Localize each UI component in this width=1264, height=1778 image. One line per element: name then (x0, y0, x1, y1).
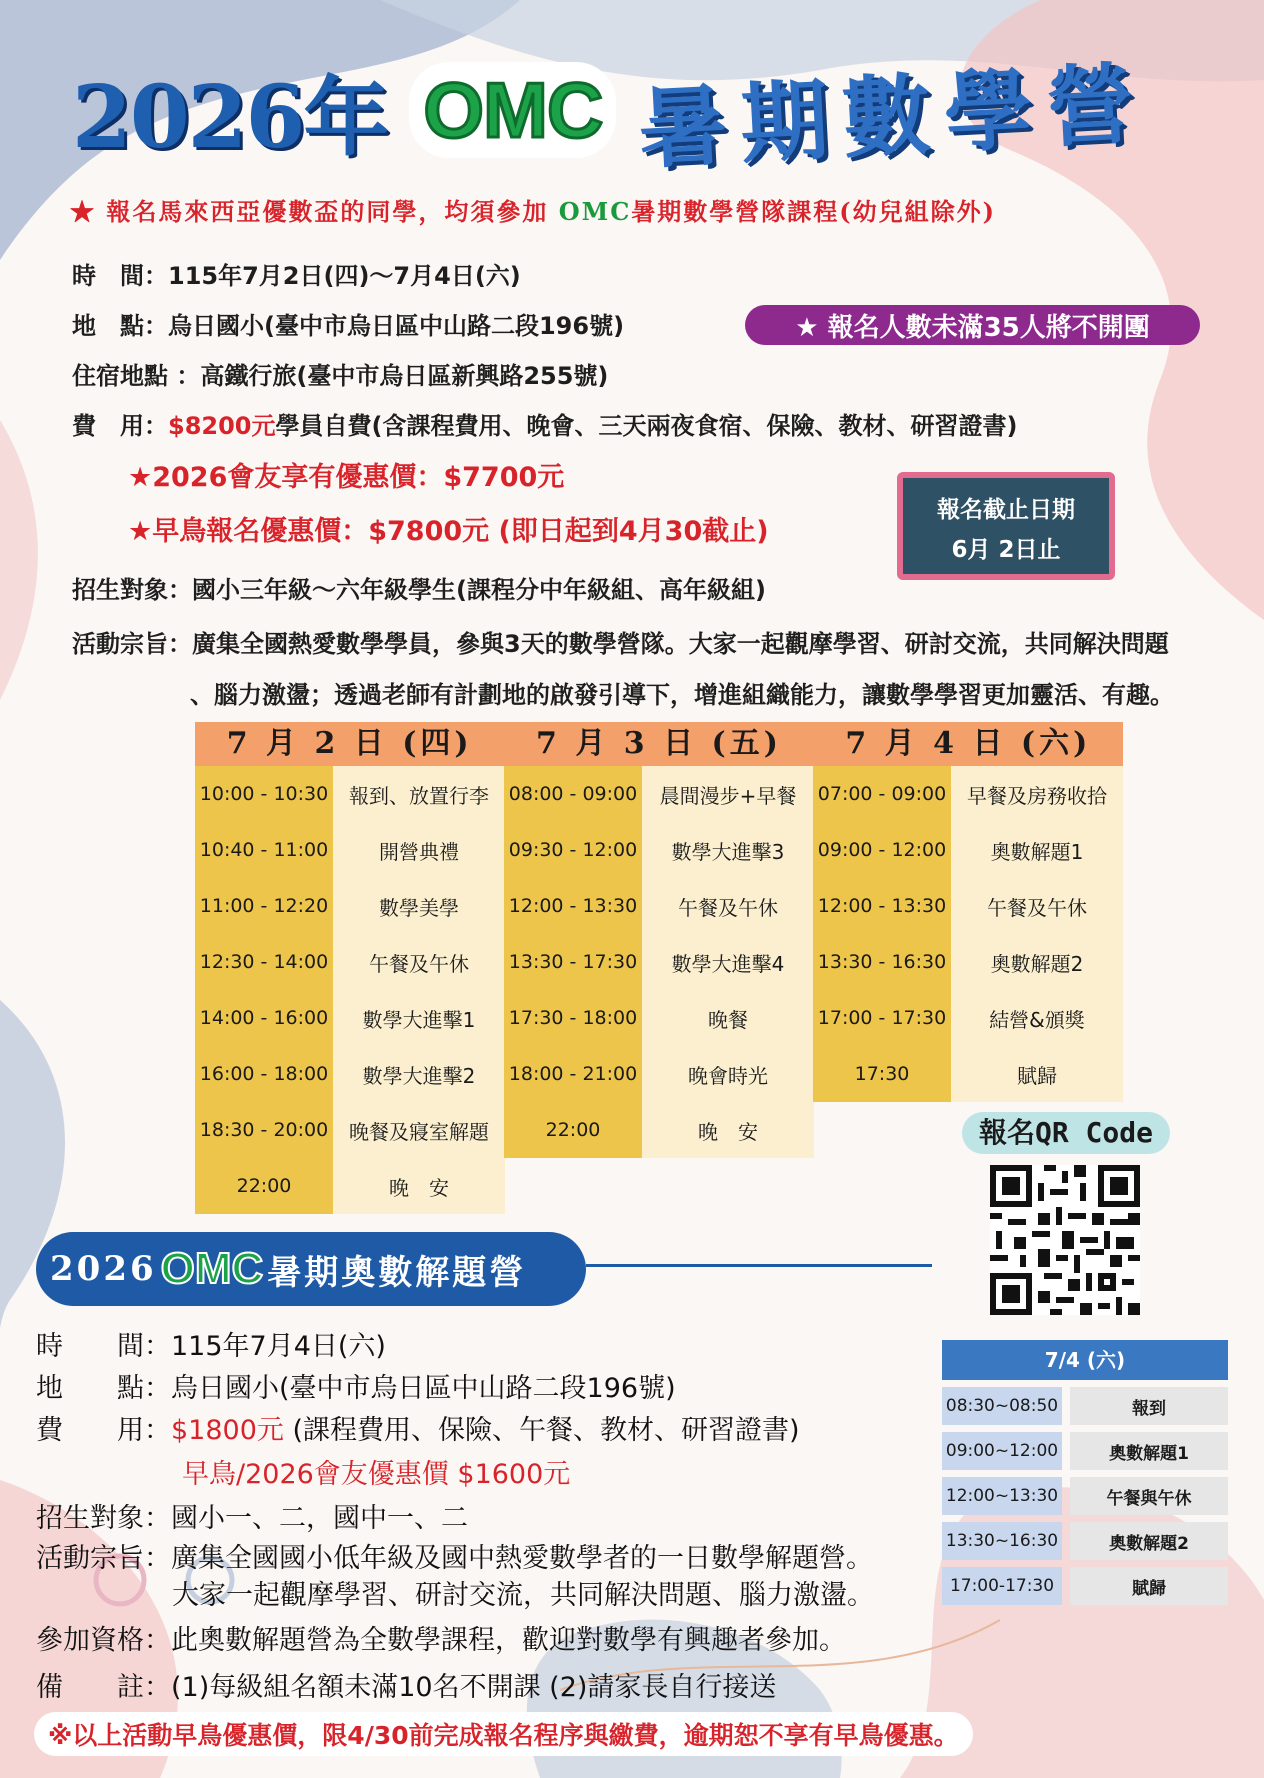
row-activity: 賦歸 (951, 1046, 1123, 1102)
row-activity: 報到、放置行李 (333, 766, 505, 822)
row-activity: 數學大進擊2 (333, 1046, 505, 1102)
schedule-day-2 (504, 766, 814, 1158)
section2-target: 招生對象：國小一、二，國中一、二 (36, 1503, 468, 1534)
deadline-board (897, 472, 1115, 580)
section2-time: 時 間：115年7月4日(六) (36, 1331, 386, 1362)
mini-activity: 奧數解題1 (1070, 1432, 1228, 1470)
section2-title: 暑期奧數解題營 (267, 1252, 527, 1293)
row-time: 17:00 - 17:30 (813, 990, 951, 1046)
table-row (942, 1522, 1228, 1560)
mini-activity: 午餐與午休 (1070, 1477, 1228, 1515)
notice-prefix: ★ 報名馬來西亞優數盃的同學，均須參加 (70, 197, 559, 226)
row-time: 08:00 - 09:00 (504, 766, 642, 822)
row-time: 12:00 - 13:30 (813, 878, 951, 934)
row-time: 13:30 - 16:30 (813, 934, 951, 990)
schedule-row (195, 878, 505, 934)
schedule-day-title: 7 月 2 日 (四) (226, 726, 473, 761)
row-time: 18:30 - 20:00 (195, 1102, 333, 1158)
schedule-row (195, 1158, 505, 1214)
camp-lodging: 住宿地點 ：高鐵行旅(臺中市烏日區新興路255號) (72, 362, 609, 390)
section2-qualification: 參加資格：此奧數解題營為全數學課程，歡迎對數學有興趣者參加。 (36, 1625, 846, 1656)
mini-activity: 賦歸 (1070, 1567, 1228, 1605)
schedule-row (813, 766, 1123, 822)
row-time: 17:30 (813, 1046, 951, 1102)
schedule-row (504, 990, 814, 1046)
schedule-day-3 (813, 766, 1123, 1102)
schedule-row (195, 822, 505, 878)
omc-logo: OMC (409, 62, 616, 158)
row-time: 10:40 - 11:00 (195, 822, 333, 878)
notice-omc: OMC (558, 197, 632, 226)
schedule-row (813, 822, 1123, 878)
table-row (942, 1567, 1228, 1605)
mini-time: 13:30~16:30 (942, 1522, 1062, 1560)
row-time: 09:30 - 12:00 (504, 822, 642, 878)
deadline-title: 報名截止日期 (937, 497, 1075, 523)
schedule-day-title: 7 月 4 日 (六) (845, 726, 1092, 761)
schedule-row (504, 822, 814, 878)
fee-detail: 學員自費(含課程費用、晚會、三天兩夜食宿、保險、教材、研習證書) (275, 412, 1018, 440)
section2-fee-detail: (課程費用、保險、午餐、教材、研習證書) (283, 1415, 800, 1446)
page-title (72, 50, 1152, 182)
row-activity: 結營&頒獎 (951, 990, 1123, 1046)
row-time: 18:00 - 21:00 (504, 1046, 642, 1102)
section2-early-price: 早鳥/2026會友優惠價 $1600元 (182, 1459, 571, 1490)
section2-fee-label: 費 用： (36, 1415, 171, 1446)
section2-schedule-table (942, 1340, 1228, 1605)
row-activity: 午餐及午休 (333, 934, 505, 990)
camp-fee (72, 406, 1017, 441)
schedule-header (195, 722, 1123, 766)
schedule-row (195, 934, 505, 990)
mini-time: 17:00-17:30 (942, 1567, 1062, 1605)
table-row (942, 1387, 1228, 1425)
title-year: 2026年 (72, 67, 388, 168)
min-people-badge: ★ 報名人數未滿35人將不開團 (745, 305, 1200, 345)
row-activity: 早餐及房務收拾 (951, 766, 1123, 822)
row-activity: 奧數解題2 (951, 934, 1123, 990)
row-time: 10:00 - 10:30 (195, 766, 333, 822)
table-row (942, 1477, 1228, 1515)
schedule-day-1 (195, 766, 505, 1214)
row-time: 16:00 - 18:00 (195, 1046, 333, 1102)
qr-label: 報名QR Code (962, 1112, 1170, 1154)
schedule-row (195, 990, 505, 1046)
section2-fee (36, 1408, 800, 1447)
schedule-day-title: 7 月 3 日 (五) (536, 726, 782, 761)
section2-divider (586, 1264, 932, 1267)
fee-price: $8200元 (168, 412, 276, 440)
early-price: ★早鳥報名優惠價：$7800元 (即日起到4月30截止) (128, 516, 769, 547)
schedule-row (504, 1046, 814, 1102)
row-time: 22:00 (195, 1158, 333, 1214)
schedule-row (195, 766, 505, 822)
row-time: 09:00 - 12:00 (813, 822, 951, 878)
row-activity: 開營典禮 (333, 822, 505, 878)
early-bird-footnote: ※以上活動早鳥優惠價，限4/30前完成報名程序與繳費，逾期恕不享有早鳥優惠。 (34, 1712, 973, 1756)
mini-time: 09:00~12:00 (942, 1432, 1062, 1470)
deadline-date: 6月 2日止 (951, 537, 1061, 563)
schedule-row (504, 1102, 814, 1158)
mini-activity: 報到 (1070, 1387, 1228, 1425)
schedule-row (813, 1046, 1123, 1102)
camp-purpose-2: 、腦力激盪；透過老師有計劃地的啟發引導下，增進組織能力，讓數學學習更加靈活、有趣。 (190, 681, 1174, 709)
section2-year: 2026 (50, 1249, 157, 1289)
row-activity: 晚 安 (333, 1158, 505, 1214)
camp-place: 地 點：烏日國小(臺中市烏日區中山路二段196號) (72, 312, 625, 340)
notice-suffix: 暑期數學營隊課程(幼兒組除外) (631, 197, 997, 226)
row-activity: 數學大進擊1 (333, 990, 505, 1046)
row-activity: 晚 安 (642, 1102, 814, 1158)
fee-label: 費 用： (72, 412, 168, 440)
row-activity: 數學美學 (333, 878, 505, 934)
schedule-row (504, 878, 814, 934)
table-row (942, 1432, 1228, 1470)
schedule-row (504, 934, 814, 990)
row-activity: 數學大進擊4 (642, 934, 814, 990)
section2-purpose-2: 大家一起觀摩學習、研討交流，共同解決問題、腦力激盪。 (172, 1580, 874, 1611)
row-time: 11:00 - 12:20 (195, 878, 333, 934)
camp-target: 招生對象：國小三年級～六年級學生(課程分中年級組、高年級組) (72, 576, 766, 604)
row-time: 14:00 - 16:00 (195, 990, 333, 1046)
row-time: 07:00 - 09:00 (813, 766, 951, 822)
schedule-row (504, 766, 814, 822)
row-time: 13:30 - 17:30 (504, 934, 642, 990)
section2-omc-logo: OMC (160, 1244, 264, 1293)
section2-fee-price: $1800元 (171, 1415, 284, 1446)
mini-activity: 奧數解題2 (1070, 1522, 1228, 1560)
row-activity: 午餐及午休 (642, 878, 814, 934)
section2-banner (36, 1232, 586, 1306)
schedule-row (813, 990, 1123, 1046)
mini-time: 08:30~08:50 (942, 1387, 1062, 1425)
section2-purpose-1: 活動宗旨：廣集全國國小低年級及國中熱愛數學者的一日數學解題營。 (36, 1543, 873, 1574)
row-activity: 晚餐及寢室解題 (333, 1102, 505, 1158)
section2-remarks: 備 註：(1)每級組名額未滿10名不開課 (2)請家長自行接送 (36, 1672, 777, 1703)
mini-table-header: 7/4 (六) (942, 1340, 1228, 1380)
row-activity: 晚餐 (642, 990, 814, 1046)
row-activity: 晨間漫步+早餐 (642, 766, 814, 822)
notice-text (70, 192, 996, 227)
camp-time: 時 間：115年7月2日(四)～7月4日(六) (72, 262, 521, 290)
section2-place: 地 點：烏日國小(臺中市烏日區中山路二段196號) (36, 1373, 676, 1404)
schedule-row (195, 1046, 505, 1102)
mini-time: 12:00~13:30 (942, 1477, 1062, 1515)
qr-code-icon[interactable] (990, 1165, 1140, 1315)
row-time: 22:00 (504, 1102, 642, 1158)
row-time: 12:00 - 13:30 (504, 878, 642, 934)
schedule-row (195, 1102, 505, 1158)
row-activity: 數學大進擊3 (642, 822, 814, 878)
row-activity: 晚會時光 (642, 1046, 814, 1102)
schedule-row (813, 934, 1123, 990)
camp-purpose-1: 活動宗旨：廣集全國熱愛數學學員，參與3天的數學營隊。大家一起觀摩學習、研討交流，共同解決問題 (72, 630, 1169, 658)
member-price: ★2026會友享有優惠價：$7700元 (128, 462, 565, 493)
row-activity: 午餐及午休 (951, 878, 1123, 934)
title-camp-name: 暑期數學營 (636, 50, 1152, 182)
row-time: 17:30 - 18:00 (504, 990, 642, 1046)
row-time: 12:30 - 14:00 (195, 934, 333, 990)
schedule-row (813, 878, 1123, 934)
row-activity: 奧數解題1 (951, 822, 1123, 878)
